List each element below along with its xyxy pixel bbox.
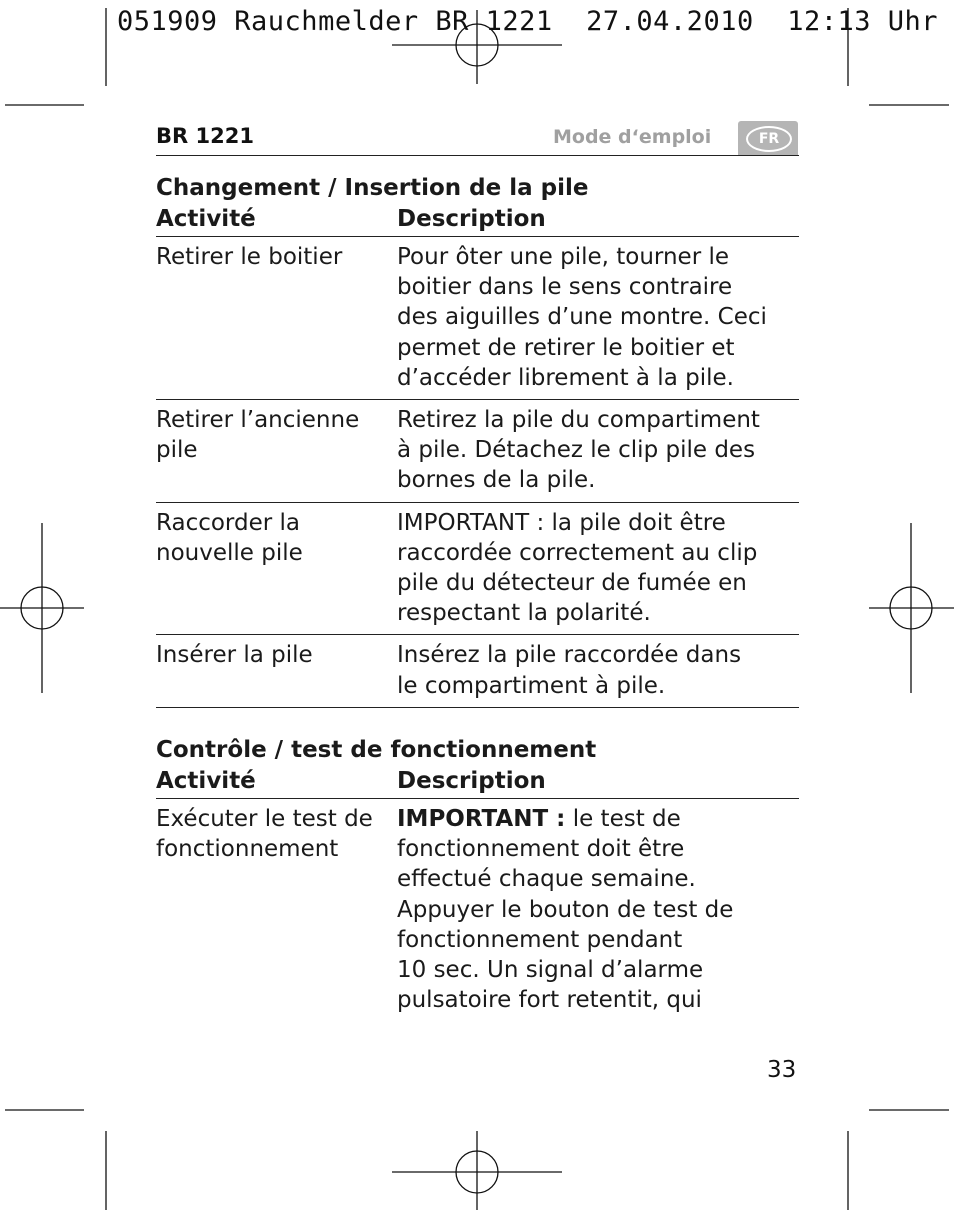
activity-cell (156, 242, 397, 393)
section-title: Contrôle / test de fonctionnement (156, 737, 597, 763)
registration-mark-right (869, 523, 954, 693)
header-title: Mode d‘emploi (553, 126, 712, 148)
activity-cell (156, 640, 397, 700)
table-row (156, 400, 799, 503)
activity-line: Insérer la pile (156, 642, 313, 669)
language-badge-label: FR (758, 131, 780, 147)
print-slug-line: 051909 Rauchmelder BR 1221 27.04.2010 12:13 Uhr (117, 6, 939, 37)
table-row (156, 635, 799, 707)
description-cell (397, 804, 799, 1015)
table-row (156, 503, 799, 636)
registration-mark-top (392, 10, 562, 84)
table-row (156, 799, 799, 1021)
description-line: fonctionnement pendant (397, 926, 683, 953)
language-badge-oval (746, 126, 792, 152)
header-rule (156, 155, 799, 156)
registration-mark-bottom (392, 1131, 562, 1210)
registration-mark-left (0, 523, 84, 693)
language-badge (738, 121, 798, 155)
page-number: 33 (767, 1057, 797, 1083)
activity-cell (156, 405, 397, 496)
activity-line: Retirer l’ancienne (156, 407, 360, 434)
description-line: d’accéder librement à la pile. (397, 364, 734, 391)
description-line-first (397, 804, 799, 834)
header-model: BR 1221 (156, 124, 254, 148)
description-cell (397, 242, 799, 393)
description-line: 10 sec. Un signal d’alarme (397, 957, 704, 984)
description-line: Appuyer le bouton de test de (397, 896, 734, 923)
description-line: pulsatoire fort retentit, qui (397, 987, 702, 1014)
description-line: à pile. Détachez le clip pile des (397, 437, 756, 464)
description-cell (397, 508, 799, 629)
description-line: bornes de la pile. (397, 467, 596, 494)
column-header-activity: Activité (156, 206, 256, 232)
description-line: le compartiment à pile. (397, 672, 666, 699)
activity-line: Retirer le boitier (156, 244, 343, 270)
section-title: Changement / Insertion de la pile (156, 175, 589, 201)
table-row (156, 237, 799, 400)
activity-cell (156, 804, 397, 1015)
description-line: Retirez la pile du compartiment (397, 407, 760, 434)
description-line: des aiguilles d’une montre. Ceci (397, 304, 767, 331)
description-line: Insérez la pile raccordée dans (397, 642, 742, 669)
table-header (156, 766, 799, 799)
column-header-description: Description (397, 206, 546, 232)
activity-line: fonctionnement (156, 836, 339, 863)
activity-line: Exécuter le test de (156, 806, 373, 832)
activity-line: Raccorder la (156, 509, 300, 536)
important-label: IMPORTANT : (397, 806, 566, 832)
description-line: effectué chaque semaine. (397, 866, 696, 893)
column-header-activity: Activité (156, 768, 256, 794)
important-rest: le test de (565, 806, 681, 832)
description-line: permet de retirer le boitier et (397, 334, 735, 361)
section-function-test (156, 735, 799, 1021)
description-line: raccordée correctement au clip (397, 539, 758, 566)
description-cell (397, 640, 799, 700)
description-line: Pour ôter une pile, tourner le (397, 244, 729, 270)
description-line: IMPORTANT : la pile doit être (397, 509, 726, 536)
activity-line: pile (156, 437, 198, 464)
description-line: respectant la polarité. (397, 600, 651, 627)
description-line: fonctionnement doit être (397, 836, 685, 863)
activity-line: nouvelle pile (156, 539, 303, 566)
column-header-description: Description (397, 768, 546, 794)
activity-cell (156, 508, 397, 629)
description-line: boitier dans le sens contraire (397, 274, 733, 301)
section-battery-change (156, 173, 799, 708)
description-line: pile du détecteur de fumée en (397, 570, 747, 597)
description-cell (397, 405, 799, 496)
table-header (156, 204, 799, 237)
